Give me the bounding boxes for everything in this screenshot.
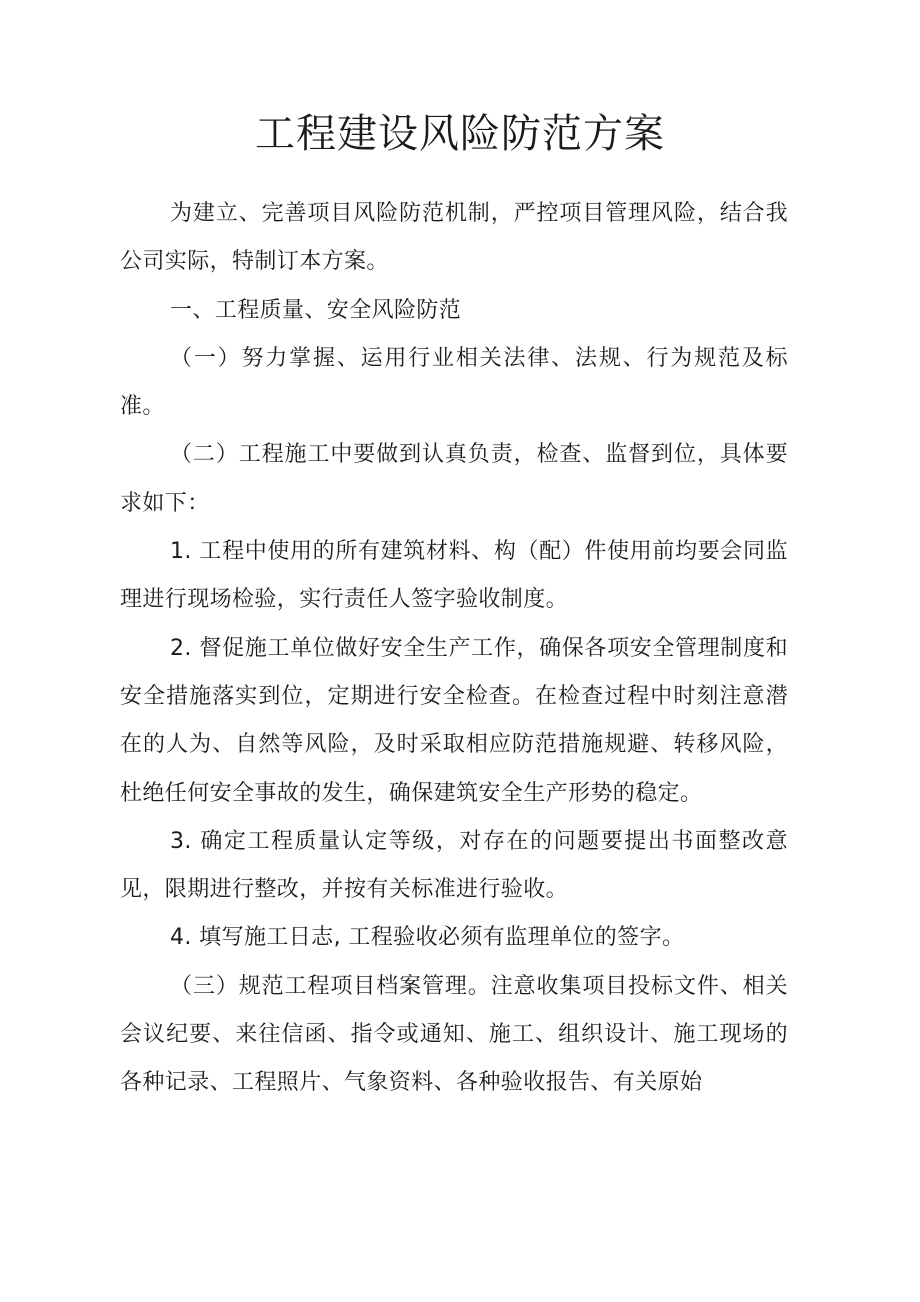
list-item-1: 1. 工程中使用的所有建筑材料、构（配）件使用前均要会同监理进行现场检验，实行责任人签字验收制度。 (120, 539, 788, 613)
subsection-3: （三）规范工程项目档案管理。注意收集项目投标文件、相关会议纪要、来往信函、指令或通知、施工、组织设计、施工现场的各种记录、工程照片、气象资料、各种验收报告、有关原始 (120, 973, 788, 1096)
subsection-1: （一）努力掌握、运用行业相关法律、法规、行为规范及标准。 (120, 345, 788, 420)
list-item-3: 3. 确定工程质量认定等级，对存在的问题要提出书面整改意见，限期进行整改，并按有关标准进行验收。 (120, 828, 788, 903)
document-body (120, 190, 788, 1108)
document-title: 工程建设风险防范方案 (255, 111, 665, 157)
list-item-2: 2. 督促施工单位做好安全生产工作，确保各项安全管理制度和安全措施落实到位，定期进行安全检查。在检查过程中时刻注意潜在的人为、自然等风险，及时采取相应防范措施规避、转移风险，杜绝任何安全事故的发生，确保建筑安全生产形势的稳定。 (120, 635, 788, 806)
section-heading-1: 一、工程质量、安全风险防范 (170, 297, 462, 323)
list-item-4: 4. 填写施工日志, 工程验收必须有监理单位的签字。 (170, 925, 685, 951)
subsection-2: （二）工程施工中要做到认真负责，检查、监督到位，具体要求如下： (120, 442, 788, 516)
paragraph-intro: 为建立、完善项目风险防范机制，严控项目管理风险，结合我公司实际，特制订本方案。 (120, 201, 788, 275)
